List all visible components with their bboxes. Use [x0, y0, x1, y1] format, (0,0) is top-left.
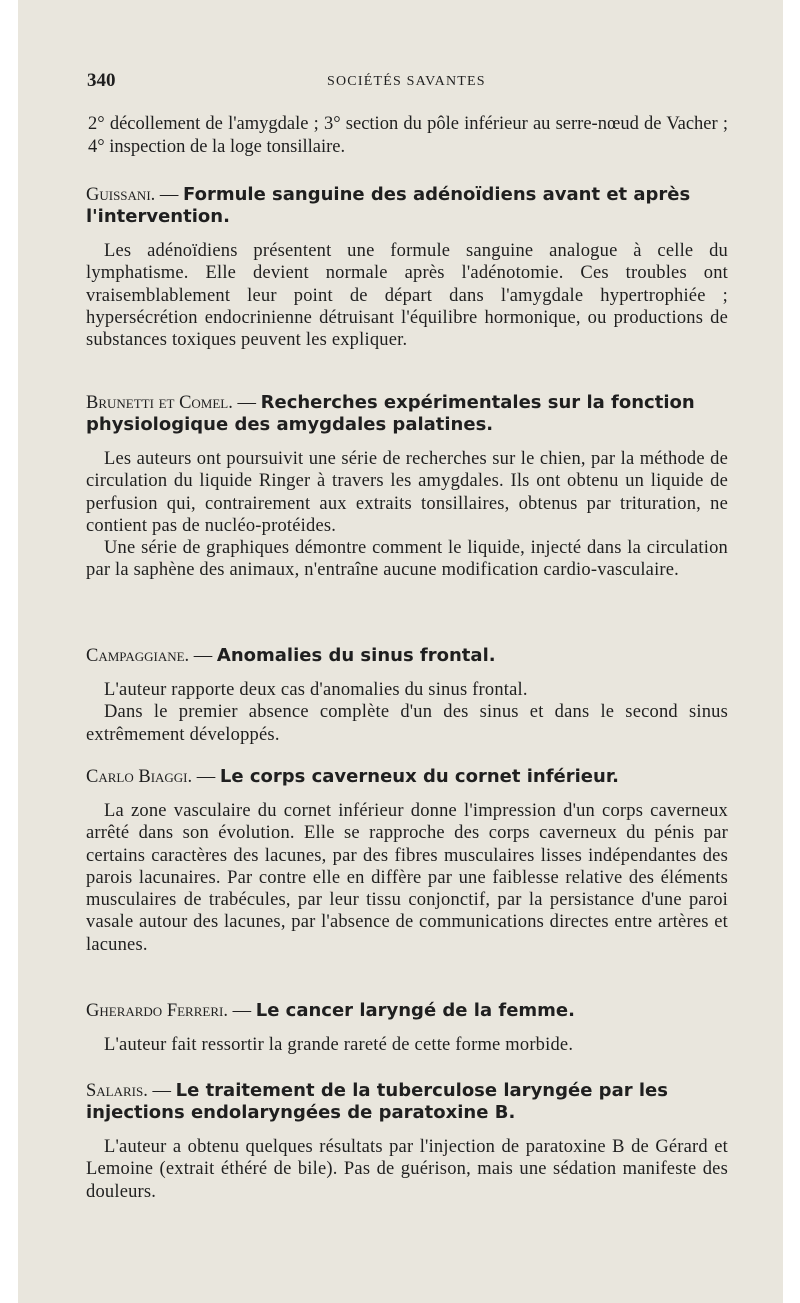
paragraph: Dans le premier absence complète d'un des sinus et dans le second sinus extrêmement développés.: [86, 702, 728, 745]
paragraph: L'auteur fait ressortir la grande rareté de cette forme morbide.: [104, 1035, 574, 1055]
heading-dash: —: [232, 393, 261, 413]
paragraph: L'auteur rapporte deux cas d'anomalies du sinus frontal.: [104, 680, 528, 700]
paragraph: L'auteur a obtenu quelques résultats par l'injection de paratoxine B de Gérard et Lemoine (extrait éthéré de bile). Pas de guérison, mais une sédation manifeste des douleurs.: [86, 1137, 728, 1202]
abstract-title: Le corps caverneux du cornet inférieur.: [219, 766, 619, 787]
author-names: Guissani.: [86, 185, 156, 205]
abstract-body: [86, 679, 728, 746]
heading-dash: —: [192, 767, 220, 787]
abstract-gherardo-ferreri: [86, 1000, 728, 1056]
abstract-body: [86, 1136, 728, 1203]
abstract-title: Formule sanguine des adénoïdiens avant et après l'intervention.: [86, 184, 691, 227]
abstract-heading: [86, 766, 728, 788]
abstract-heading: [86, 1000, 728, 1022]
page-number: 340: [87, 70, 116, 91]
abstract-body: [86, 800, 728, 956]
paragraph: 2° décollement de l'amygdale ; 3° section du pôle inférieur au serre-nœud de Vacher ; 4° inspection de la loge tonsillaire.: [88, 114, 728, 157]
page-header: [87, 70, 727, 98]
paragraph: Les auteurs ont poursuivit une série de recherches sur le chien, par la méthode de circulation du liquide Ringer à travers les amygdales. Ils ont obtenu un liquide de perfusion qui, contrairement aux extraits tonsillaires, obtenus par trituration, ne contient pas de nucléo-protéides.: [86, 449, 728, 536]
author-names: Brunetti et Comel.: [86, 393, 233, 413]
abstract-body: [86, 448, 728, 582]
author-names: Campaggiane.: [86, 646, 190, 666]
running-head: SOCIÉTÉS SAVANTES: [327, 74, 486, 89]
continued-paragraph: [88, 113, 728, 158]
abstract-body: [86, 1034, 728, 1056]
abstract-carlo-biaggi: [86, 766, 728, 956]
heading-dash: —: [189, 646, 217, 666]
paragraph: Les adénoïdiens présentent une formule sanguine analogue à celle du lymphatisme. Elle devient normale après l'adénotomie. Ces troubles ont vraisemblablement leur point de départ dans l'amygdale hypertrophiée ; hypersécrétion endocrinienne détruisant l'équilibre hormonique, ou productions de substances toxiques peuvent les expliquer.: [86, 241, 728, 351]
abstract-title: Le traitement de la tuberculose laryngée par les injections endolaryngées de paratoxine B.: [86, 1080, 668, 1123]
heading-dash: —: [147, 1081, 176, 1101]
author-names: Carlo Biaggi.: [86, 767, 193, 787]
heading-dash: —: [155, 185, 184, 205]
abstract-salaris: [86, 1080, 728, 1203]
abstract-heading: [86, 645, 728, 667]
author-names: Gherardo Ferreri.: [86, 1001, 228, 1021]
abstract-heading: [86, 392, 728, 436]
abstract-title: Anomalies du sinus frontal.: [216, 645, 496, 666]
abstract-campaggiane: [86, 645, 728, 746]
abstract-brunetti-comel: [86, 392, 728, 582]
abstract-guissani: [86, 184, 728, 351]
paragraph: La zone vasculaire du cornet inférieur donne l'impression d'un corps caverneux arrêté dans son évolution. Elle se rapproche des corps caverneux du pénis par certains caractères des lacunes, par des fibres musculaires lisses indépendantes des parois lacunaires. Par contre elle en diffère par une faiblesse relative des éléments musculaires de trabécules, par leur tissu conjonctif, par la persistance d'une paroi vasale autour des lacunes, par l'absence de communications directes entre artères et lacunes.: [86, 801, 728, 955]
abstract-heading: [86, 1080, 728, 1124]
abstract-body: [86, 240, 728, 351]
heading-dash: —: [227, 1001, 256, 1021]
abstract-title: Le cancer laryngé de la femme.: [255, 1000, 575, 1021]
author-names: Salaris.: [86, 1081, 148, 1101]
paragraph: Une série de graphiques démontre comment le liquide, injecté dans la circulation par la saphène des animaux, n'entraîne aucune modification cardio-vasculaire.: [86, 538, 728, 581]
abstract-title: Recherches expérimentales sur la fonction physiologique des amygdales palatines.: [86, 392, 695, 435]
abstract-heading: [86, 184, 728, 228]
